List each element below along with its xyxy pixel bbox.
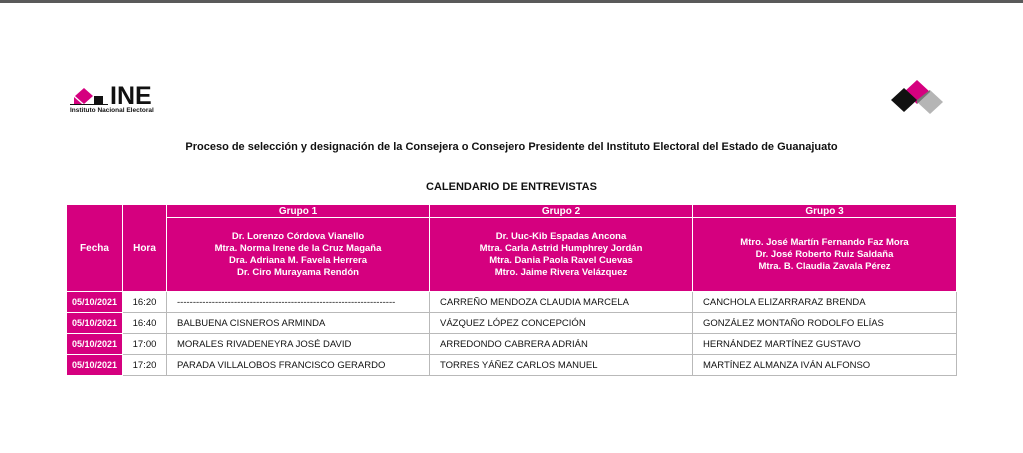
group-2-candidate: VÁZQUEZ LÓPEZ CONCEPCIÓN [430,313,693,334]
date-cell: 05/10/2021 [67,334,123,355]
hora-header: Hora [123,205,167,292]
group-2-title: Grupo 2 [430,205,693,218]
fecha-header: Fecha [67,205,123,292]
group-member: Mtra. Norma Irene de la Cruz Magaña [214,242,382,254]
table-row [67,292,957,313]
group-3-candidate: HERNÁNDEZ MARTÍNEZ GUSTAVO [693,334,957,355]
date-cell: 05/10/2021 [67,292,123,313]
group-2-candidate: CARREÑO MENDOZA CLAUDIA MARCELA [430,292,693,313]
group-1-candidate: BALBUENA CISNEROS ARMINDA [167,313,430,334]
group-member: Mtro. José Martín Fernando Faz Mora [740,236,909,248]
group-1-candidate: --------------------------------------------------------------------- [167,292,430,313]
group-member: Mtra. Carla Astrid Humphrey Jordán [479,242,643,254]
date-cell: 05/10/2021 [67,355,123,376]
table-row [67,313,957,334]
ine-diamond-icon [70,86,112,106]
ine-logo-text: INE [110,82,152,110]
date-cell: 05/10/2021 [67,313,123,334]
group-member: Dra. Adriana M. Favela Herrera [229,254,367,266]
group-3-candidate: MARTÍNEZ ALMANZA IVÁN ALFONSO [693,355,957,376]
ine-logo-subtitle: Instituto Nacional Electoral [70,107,154,114]
group-member: Dr. José Roberto Ruiz Saldaña [755,248,894,260]
interview-schedule-table [66,204,957,376]
time-cell: 16:40 [123,313,167,334]
institute-diamond-logo-icon [890,78,944,114]
group-1-members [167,218,430,292]
group-1-candidate: MORALES RIVADENEYRA JOSÉ DAVID [167,334,430,355]
time-cell: 17:00 [123,334,167,355]
group-3-candidate: CANCHOLA ELIZARRARAZ BRENDA [693,292,957,313]
group-3-title: Grupo 3 [693,205,957,218]
ine-logo [70,82,190,116]
group-member: Dr. Ciro Murayama Rendón [237,266,359,278]
group-member: Mtro. Jaime Rivera Velázquez [494,266,628,278]
group-2-candidate: TORRES YÁÑEZ CARLOS MANUEL [430,355,693,376]
table-row [67,334,957,355]
group-2-candidate: ARREDONDO CABRERA ADRIÁN [430,334,693,355]
group-1-title: Grupo 1 [167,205,430,218]
calendar-title: CALENDARIO DE ENTREVISTAS [426,181,597,193]
group-member: Dr. Uuc-Kib Espadas Ancona [495,230,627,242]
group-member: Dr. Lorenzo Córdova Vianello [231,230,365,242]
table-row [67,355,957,376]
group-member: Mtra. B. Claudia Zavala Pérez [758,260,891,272]
time-cell: 17:20 [123,355,167,376]
group-2-members [430,218,693,292]
group-3-members [693,218,957,292]
time-cell: 16:20 [123,292,167,313]
group-3-candidate: GONZÁLEZ MONTAÑO RODOLFO ELÍAS [693,313,957,334]
group-member: Mtra. Dania Paola Ravel Cuevas [489,254,633,266]
top-bar [0,0,1023,3]
process-title: Proceso de selección y designación de la Consejera o Consejero Presidente del Instituto Electoral del Estado de Guanajuato [185,141,838,153]
group-1-candidate: PARADA VILLALOBOS FRANCISCO GERARDO [167,355,430,376]
